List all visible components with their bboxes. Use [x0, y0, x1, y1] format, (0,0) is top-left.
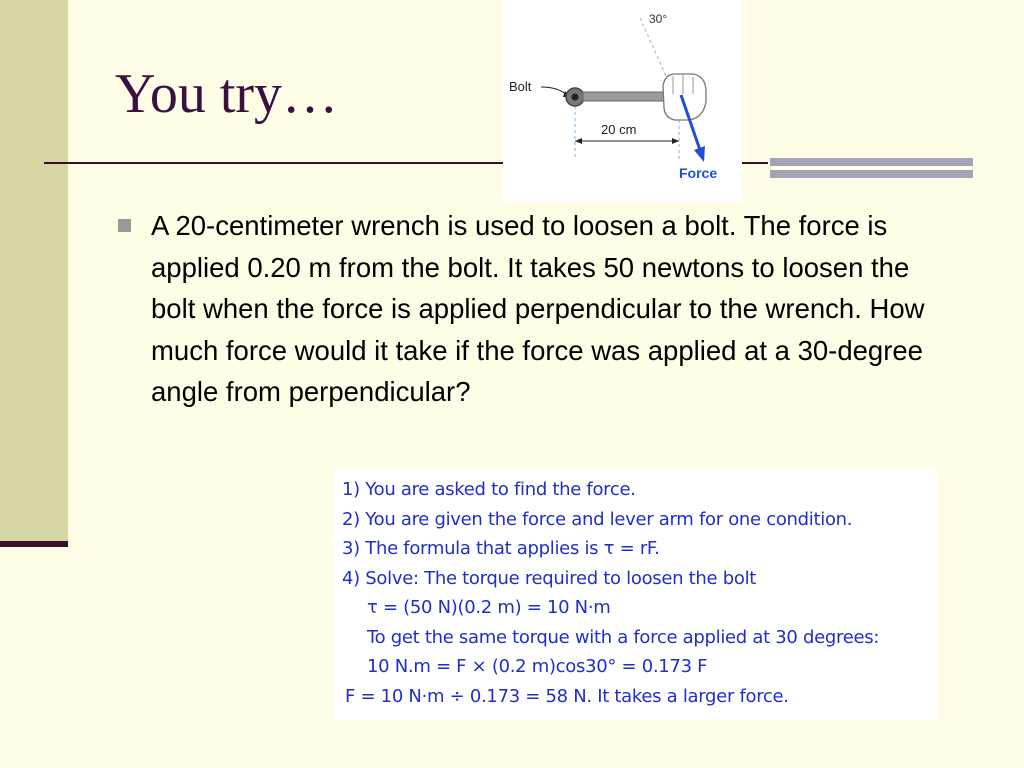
wrench-handle	[583, 92, 667, 101]
solution-line: 4) Solve: The torque required to loosen the bolt	[342, 568, 757, 589]
title-rule-mid	[742, 162, 768, 164]
left-sidebar-band	[0, 0, 68, 545]
slide-title: You try…	[115, 63, 339, 125]
force-label: Force	[679, 165, 718, 181]
problem-statement: A 20-centimeter wrench is used to loosen a bolt. The force is applied 0.20 m from the bolt. It takes 50 newtons to loosen the bolt when the force is applied perpendicular to the wrench. How much force would it take if the force was applied at a 30-degree angle from perpendicular?	[151, 210, 925, 407]
length-label: 20 cm	[601, 122, 637, 137]
title-rule-right	[770, 158, 973, 178]
bolt-icon	[572, 94, 579, 101]
dimension-arrow-right	[672, 138, 679, 144]
bullet-item	[118, 205, 958, 413]
left-sidebar-accent	[0, 541, 68, 547]
title-rule-left	[44, 162, 504, 164]
solution-line: τ = (50 N)(0.2 m) = 10 N·m	[367, 597, 611, 618]
force-arrow-head	[694, 146, 705, 162]
wrench-diagram	[503, 0, 742, 202]
bullet-square-icon	[118, 219, 131, 232]
solution-line: 10 N.m = F × (0.2 m)cos30° = 0.173 F	[367, 656, 708, 677]
dimension-arrow-left	[575, 138, 582, 144]
solution-line: 3) The formula that applies is τ = rF.	[342, 538, 660, 559]
solution-line: 2) You are given the force and lever arm for one condition.	[342, 509, 853, 530]
solution-panel	[333, 469, 937, 721]
angle-label: 30°	[649, 12, 668, 26]
solution-line: To get the same torque with a force applied at 30 degrees:	[367, 627, 880, 648]
bolt-pointer	[541, 87, 567, 95]
wrench-diagram-svg	[503, 0, 742, 202]
hand-icon	[663, 74, 706, 120]
solution-line: F = 10 N·m ÷ 0.173 = 58 N. It takes a larger force.	[345, 686, 789, 707]
bolt-label: Bolt	[509, 79, 532, 94]
solution-line: 1) You are asked to find the force.	[342, 479, 636, 500]
